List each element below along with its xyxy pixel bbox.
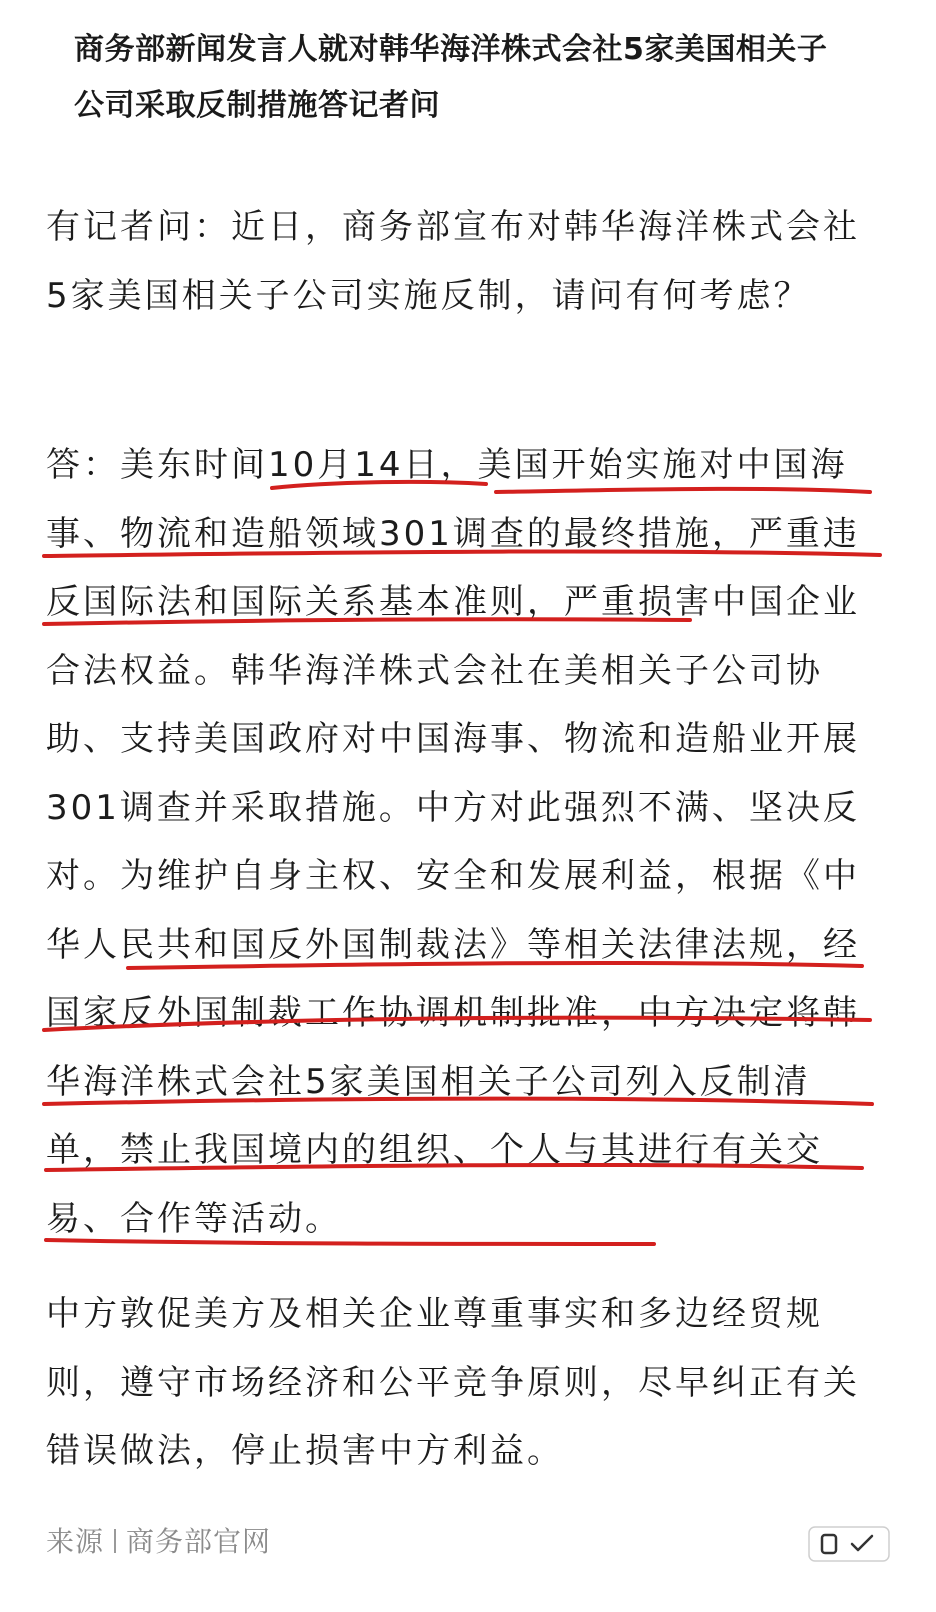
source-name: 商务部官网	[126, 1525, 272, 1558]
article-title: 商务部新闻发言人就对韩华海洋株式会社5家美国相关子公司采取反制措施答记者问	[74, 32, 828, 123]
source-divider	[114, 1529, 116, 1553]
question-paragraph: 有记者问：近日，商务部宣布对韩华海洋株式会社5家美国相关子公司实施反制，请问有何考虑？	[46, 207, 860, 316]
source-label: 来源	[46, 1525, 105, 1558]
reading-mode-icon[interactable]	[808, 1526, 890, 1562]
closing-paragraph: 中方敦促美方及相关企业尊重事实和多边经贸规则，遵守市场经济和公平竞争原则，尽早纠正有关错误做法，停止损害中方利益。	[46, 1294, 860, 1471]
answer-paragraph: 答：美东时间10月14日，美国开始实施对中国海事、物流和造船领域301调查的最终措施，严重违反国际法和国际关系基本准则，严重损害中国企业合法权益。韩华海洋株式会社在美相关子公司协助、支持美国政府对中国海事、物流和造船业开展301调查并采取措施。中方对此强烈不满、坚决反对。为维护自身主权、安全和发展利益，根据《中华人民共和国反外国制裁法》等相关法律法规，经国家反外国制裁工作协调机制批准，中方决定将韩华海洋株式会社5家美国相关子公司列入反制清单，禁止我国境内的组织、个人与其进行有关交易、合作等活动。	[46, 445, 860, 1239]
source-line	[46, 1520, 271, 1564]
